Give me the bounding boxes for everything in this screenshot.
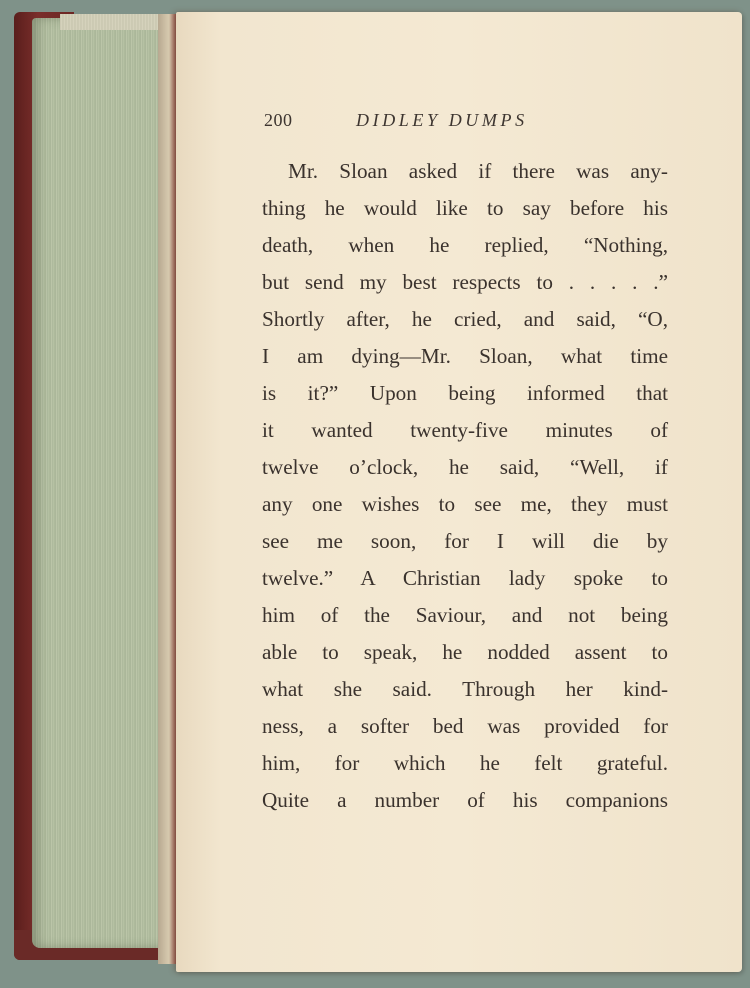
body-text [262, 153, 668, 819]
book-title: DIDLEY DUMPS [356, 110, 528, 130]
text-line: him, for which he felt grateful. [262, 751, 668, 775]
text-line: I am dying—Mr. Sloan, what time [262, 344, 668, 368]
text-line: death, when he replied, “Nothing, [262, 233, 668, 257]
text-line: twelve o’clock, he said, “Well, if [262, 455, 668, 479]
text-line: ness, a softer bed was provided for [262, 714, 668, 738]
text-line: is it?” Upon being informed that [262, 381, 668, 405]
text-line: him of the Saviour, and not being [262, 603, 668, 627]
text-line: see me soon, for I will die by [262, 529, 668, 553]
text-line: Shortly after, he cried, and said, “O, [262, 307, 668, 331]
text-line: what she said. Through her kind- [262, 677, 668, 701]
text-line: Quite a number of his companions [262, 788, 668, 812]
text-line: it wanted twenty-five minutes of [262, 418, 668, 442]
text-line: but send my best respects to . . . . .” [262, 270, 668, 294]
text-line: twelve.” A Christian lady spoke to [262, 566, 668, 590]
page-number: 200 [264, 110, 293, 130]
running-head [264, 110, 684, 136]
text-line: able to speak, he nodded assent to [262, 640, 668, 664]
text-line: any one wishes to see me, they must [262, 492, 668, 516]
text-line: Mr. Sloan asked if there was any- [288, 159, 668, 183]
text-line: thing he would like to say before his [262, 196, 668, 220]
